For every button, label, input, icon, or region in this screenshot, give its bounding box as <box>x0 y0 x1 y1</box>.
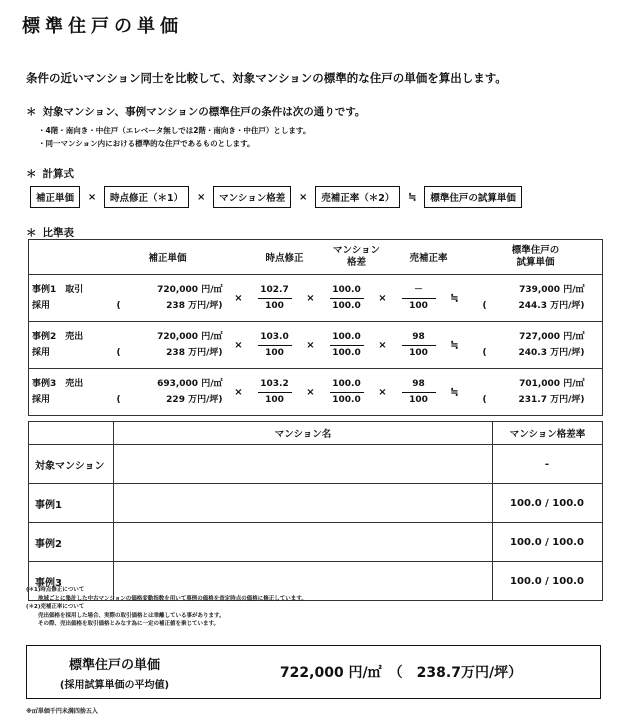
mansion-name <box>114 445 493 484</box>
col-header-mansion-name: マンション名 <box>114 422 493 445</box>
table-row <box>29 523 603 562</box>
conditions-section <box>26 104 365 150</box>
result-sqm: 727,000 円/㎡ <box>519 332 585 342</box>
time-den: 100 <box>265 348 284 358</box>
gap-rate: 100.0 / 100.0 <box>493 562 603 601</box>
price-tsubo: 238 万円/坪) <box>166 348 223 358</box>
time-num: 102.7 <box>258 283 292 299</box>
table-row: 事例1 取引 採用 720,000 円/㎡ ( 238 万円/坪) × $\frac{102.7}{100}$ × $\frac{100.0}{100.0}$ × $\frac{-}{100}$ ≒ 739,000 円/㎡ ( 244.3 万円/坪) <box>29 275 603 322</box>
condition-item: ・同一マンション内における標準的な住戸であるものとします。 <box>38 139 255 148</box>
price-sqm: 720,000 円/㎡ <box>157 332 223 342</box>
table-row: 事例3 売出 採用 693,000 円/㎡ ( 229 万円/坪) × $\frac{103.2}{100}$ × $\frac{100.0}{100.0}$ × $\frac{98}{100}$ ≒ 701,000 円/㎡ ( 231.7 万円/坪) <box>29 369 603 416</box>
case-label: 事例2 売出 <box>32 332 84 342</box>
condition-item: ・4階・南向き・中住戸（エレベータ無しでは2階・南向き・中住戸）とします。 <box>38 126 311 135</box>
formula-term-sale: 売補正率（＊2） <box>315 186 400 208</box>
price-sqm: 693,000 円/㎡ <box>157 379 223 389</box>
price-tsubo: 229 万円/坪) <box>166 395 223 405</box>
sale-den: 100 <box>409 301 428 311</box>
time-den: 100 <box>265 301 284 311</box>
approx-sign: ≒ <box>408 191 417 203</box>
col-header-price: 補正単価 <box>148 253 187 264</box>
gap-rate: 100.0 / 100.0 <box>493 484 603 523</box>
row-label: 事例1 <box>29 484 114 523</box>
sale-num: 98 <box>402 330 436 346</box>
result-sqm: 701,000 円/㎡ <box>519 379 585 389</box>
sale-num: － <box>402 283 436 299</box>
average-value: 722,000 円/㎡ （ 238.7万円/坪） <box>279 665 523 681</box>
average-box <box>26 645 601 699</box>
col-header-gap: マンション 格差 <box>332 245 381 268</box>
times-sign: × <box>87 191 97 203</box>
comparison-heading: 比準表 <box>42 227 74 239</box>
mansion-name <box>114 484 493 523</box>
note-heading: (＊1)時点修正について <box>26 587 85 593</box>
mansion-name <box>114 523 493 562</box>
formula <box>30 186 522 208</box>
case-type: 採用 <box>32 348 51 358</box>
footnote: ※㎡単価千円未満四捨五入 <box>26 708 98 715</box>
col-header-gap-rate: マンション格差率 <box>493 422 603 445</box>
price-tsubo: 238 万円/坪) <box>166 301 223 311</box>
note-heading: (＊2)売補正率について <box>26 604 85 610</box>
star-marker: ＊ <box>26 106 37 118</box>
row-label: 対象マンション <box>29 445 114 484</box>
row-label: 事例3 <box>29 562 114 601</box>
formula-heading: 計算式 <box>42 168 74 180</box>
gap-num: 100.0 <box>330 283 364 299</box>
intro-text: 条件の近いマンション同士を比較して、対象マンションの標準的な住戸の単価を算出します。 <box>26 71 507 85</box>
col-header-result: 標準住戸の 試算単価 <box>511 245 560 268</box>
case-label: 事例1 取引 <box>32 285 84 295</box>
case-type: 採用 <box>32 301 51 311</box>
result-sqm: 739,000 円/㎡ <box>519 285 585 295</box>
formula-term-gap: マンション格差 <box>213 186 291 208</box>
gap-num: 100.0 <box>330 377 364 393</box>
col-header-blank <box>29 422 114 445</box>
price-sqm: 720,000 円/㎡ <box>157 285 223 295</box>
gap-rate: - <box>493 445 603 484</box>
formula-heading-row: ＊ 計算式 <box>26 168 74 180</box>
comparison-table <box>28 239 603 416</box>
result-tsubo: 240.3 万円/坪) <box>518 348 585 358</box>
time-num: 103.2 <box>258 377 292 393</box>
sale-den: 100 <box>409 348 428 358</box>
times-sign: × <box>196 191 206 203</box>
time-den: 100 <box>265 395 284 405</box>
case-label: 事例3 売出 <box>32 379 84 389</box>
notes <box>26 586 307 629</box>
note-text: 売出価格を採用した場合、実際の取引価格とは乖離している事があります。 <box>38 612 225 619</box>
formula-term-price: 補正単価 <box>30 186 80 208</box>
gap-den: 100.0 <box>332 395 361 405</box>
time-num: 103.0 <box>258 330 292 346</box>
conditions-heading: 対象マンション、事例マンションの標準住戸の条件は次の通りです。 <box>42 106 366 118</box>
sale-num: 98 <box>402 377 436 393</box>
table-row: 事例2 売出 採用 720,000 円/㎡ ( 238 万円/坪) × $\frac{103.0}{100}$ × $\frac{100.0}{100.0}$ × $\frac{98}{100}$ ≒ 727,000 円/㎡ ( 240.3 万円/坪) <box>29 322 603 369</box>
average-label: 標準住戸の単価 <box>68 657 160 673</box>
col-header-time: 時点修正 <box>265 253 304 264</box>
table-row <box>29 445 603 484</box>
formula-term-result: 標準住戸の試算単価 <box>424 186 522 208</box>
note-text: 地域ごとに集計した中古マンションの価格変動指数を用いて事例の価格を査定時点の価格に修正しています。 <box>38 595 307 602</box>
result-tsubo: 244.3 万円/坪) <box>518 301 585 311</box>
comparison-heading-row: ＊ 比準表 <box>26 227 74 239</box>
gap-den: 100.0 <box>332 301 361 311</box>
row-label: 事例2 <box>29 523 114 562</box>
col-header-sale: 売補正率 <box>409 253 448 264</box>
result-tsubo: 231.7 万円/坪) <box>518 395 585 405</box>
gap-num: 100.0 <box>330 330 364 346</box>
note-text: その際、売出価格を取引価格とみなす為に一定の補正値を乗じています。 <box>38 621 220 627</box>
formula-term-time: 時点修正（＊1） <box>104 186 189 208</box>
gap-rate: 100.0 / 100.0 <box>493 523 603 562</box>
average-sublabel: (採用試算単価の平均値) <box>59 679 170 691</box>
page-title: 標準住戸の単価 <box>22 16 183 37</box>
mansion-table <box>28 421 603 601</box>
times-sign: × <box>299 191 308 203</box>
sale-den: 100 <box>409 395 428 405</box>
gap-den: 100.0 <box>332 348 361 358</box>
case-type: 採用 <box>32 395 51 405</box>
table-row <box>29 484 603 523</box>
